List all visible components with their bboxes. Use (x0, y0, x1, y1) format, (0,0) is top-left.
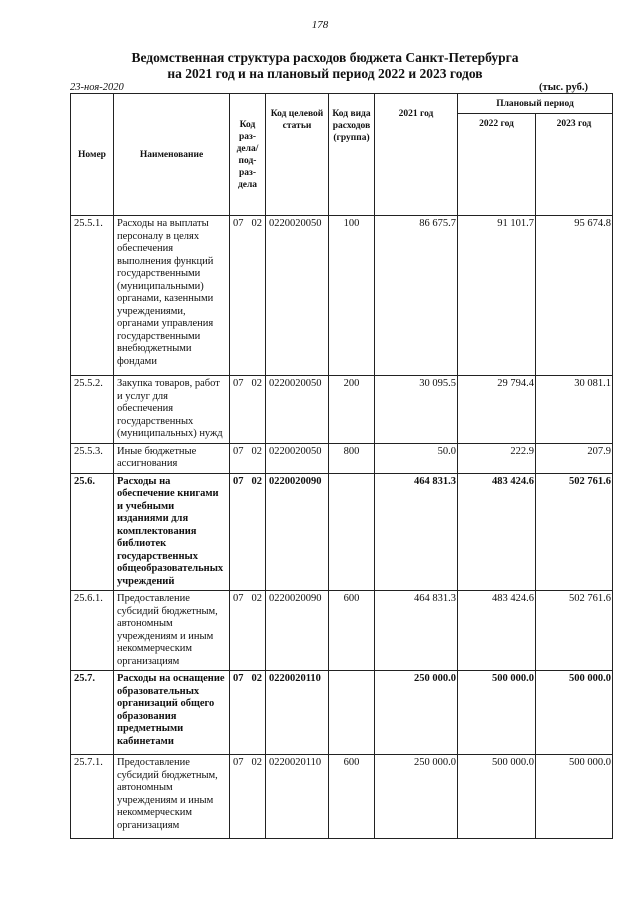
header-2021: 2021 год (375, 94, 458, 216)
row-section-code (230, 755, 266, 839)
row-number: 25.6.1. (71, 591, 114, 671)
header-2023: 2023 год (536, 114, 613, 216)
row-value-2021: 30 095.5 (375, 376, 458, 444)
table-row (71, 216, 613, 376)
row-number: 25.6. (71, 473, 114, 591)
row-target-code: 0220020090 (266, 473, 329, 591)
row-section: 07 (233, 475, 244, 487)
row-value-2023: 500 000.0 (536, 755, 613, 839)
row-value-2022: 483 424.6 (458, 591, 536, 671)
header-number: Номер (71, 94, 114, 216)
row-number: 25.5.2. (71, 376, 114, 444)
table-row (71, 591, 613, 671)
units-label: (тыс. руб.) (539, 82, 588, 93)
row-expense-type: 200 (329, 376, 375, 444)
row-expense-type: 800 (329, 443, 375, 473)
row-value-2022: 29 794.4 (458, 376, 536, 444)
row-name: Иные бюджетные ассигнования (114, 443, 230, 473)
row-number: 25.5.3. (71, 443, 114, 473)
row-value-2023: 95 674.8 (536, 216, 613, 376)
row-value-2023: 207.9 (536, 443, 613, 473)
header-planned-period: Плановый период (458, 94, 613, 114)
row-target-code: 0220020110 (266, 671, 329, 755)
row-value-2023: 502 761.6 (536, 591, 613, 671)
table-header (71, 94, 613, 216)
row-value-2022: 483 424.6 (458, 473, 536, 591)
row-number: 25.5.1. (71, 216, 114, 376)
row-value-2023: 502 761.6 (536, 473, 613, 591)
row-value-2022: 91 101.7 (458, 216, 536, 376)
document-title (60, 50, 590, 82)
table-row (71, 671, 613, 755)
row-subsection: 02 (251, 673, 262, 684)
row-subsection: 02 (251, 757, 262, 768)
row-expense-type: 600 (329, 591, 375, 671)
row-name: Закупка товаров, работ и услуг для обеспечения государственных (муниципальных) нужд (114, 376, 230, 444)
row-value-2021: 250 000.0 (375, 671, 458, 755)
document-date: 23-ноя-2020 (70, 82, 124, 93)
row-section: 07 (233, 593, 244, 604)
row-target-code: 0220020050 (266, 443, 329, 473)
row-number: 25.7. (71, 671, 114, 755)
row-target-code: 0220020050 (266, 376, 329, 444)
row-subsection: 02 (251, 378, 262, 389)
row-section: 07 (233, 378, 244, 389)
row-value-2022: 500 000.0 (458, 671, 536, 755)
row-section-code (230, 216, 266, 376)
row-target-code: 0220020050 (266, 216, 329, 376)
title-line-1: Ведомственная структура расходов бюджета Санкт-Петербурга (131, 50, 519, 65)
row-expense-type (329, 473, 375, 591)
header-name: Наименование (114, 94, 230, 216)
row-value-2023: 30 081.1 (536, 376, 613, 444)
table-row (71, 755, 613, 839)
row-value-2021: 464 831.3 (375, 473, 458, 591)
row-value-2021: 250 000.0 (375, 755, 458, 839)
header-2022: 2022 год (458, 114, 536, 216)
header-target-code: Код целевой статьи (266, 94, 329, 216)
row-value-2023: 500 000.0 (536, 671, 613, 755)
table-row (71, 376, 613, 444)
row-section: 07 (233, 445, 244, 457)
title-line-2: на 2021 год и на плановый период 2022 и 2023 годов (167, 66, 483, 81)
row-section: 07 (233, 757, 244, 768)
row-expense-type: 100 (329, 216, 375, 376)
row-target-code: 0220020090 (266, 591, 329, 671)
row-subsection: 02 (251, 218, 262, 229)
row-value-2021: 50.0 (375, 443, 458, 473)
row-section-code (230, 473, 266, 591)
row-expense-type (329, 671, 375, 755)
table-body (71, 216, 613, 839)
row-value-2022: 500 000.0 (458, 755, 536, 839)
row-name: Расходы на обеспечение книгами и учебными изданиями для комплектования библиотек государственных общеобразовательных учреждений (114, 473, 230, 591)
row-value-2021: 464 831.3 (375, 591, 458, 671)
row-subsection: 02 (251, 445, 262, 457)
row-value-2022: 222.9 (458, 443, 536, 473)
header-section-code: Код раз-дела/ под-раз-дела (230, 94, 266, 216)
row-value-2021: 86 675.7 (375, 216, 458, 376)
budget-table (70, 93, 613, 839)
row-section-code (230, 591, 266, 671)
row-subsection: 02 (251, 475, 262, 487)
row-section-code (230, 671, 266, 755)
header-expense-type: Код вида расходов (группа) (329, 94, 375, 216)
row-subsection: 02 (251, 593, 262, 604)
row-name: Расходы на выплаты персоналу в целях обеспечения выполнения функций государственными (муниципальными) органами, казенными учреждениями, органами управления государственными внебюджетными фондами (114, 216, 230, 376)
row-target-code: 0220020110 (266, 755, 329, 839)
row-name: Расходы на оснащение образовательных организаций общего образования предметными кабинетами (114, 671, 230, 755)
row-name: Предоставление субсидий бюджетным, автономным учреждениям и иным некоммерческим организациям (114, 591, 230, 671)
row-section-code (230, 443, 266, 473)
page-number: 178 (311, 19, 329, 31)
row-expense-type: 600 (329, 755, 375, 839)
row-section-code (230, 376, 266, 444)
row-number: 25.7.1. (71, 755, 114, 839)
table-row (71, 473, 613, 591)
table-row (71, 443, 613, 473)
row-section: 07 (233, 218, 244, 229)
row-name: Предоставление субсидий бюджетным, автономным учреждениям и иным некоммерческим организациям (114, 755, 230, 839)
row-section: 07 (233, 673, 244, 684)
